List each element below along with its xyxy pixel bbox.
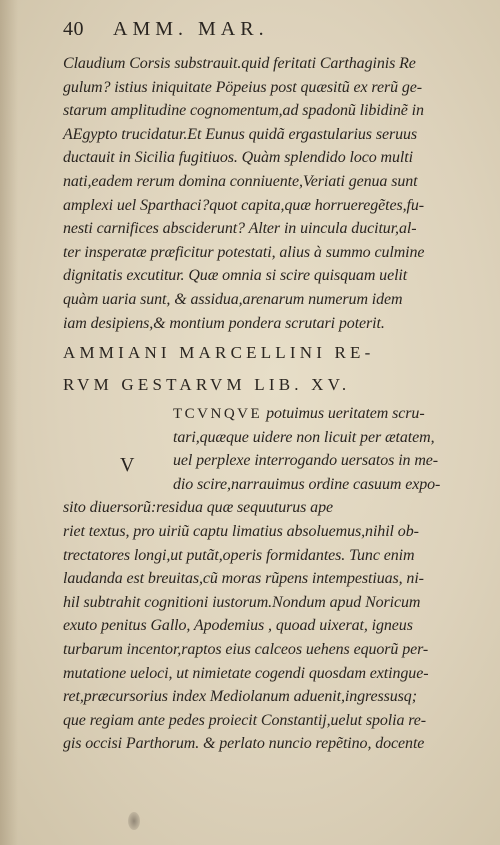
text-line: sito diuersorũ:residua quæ sequuturus ape [63, 499, 333, 517]
text-line: trectatores longi,ut putãt,operis formidantes. Tunc enim [63, 546, 415, 564]
page-number: 40 [63, 18, 84, 40]
text-line: turbarum incentor,raptos eius calceos uehens equorũ per- [63, 640, 429, 658]
chapter-paragraph [63, 402, 473, 756]
book-heading [63, 337, 473, 401]
text-line: mutatione ueloci, ut nimietate cogendi quosdam extingue- [63, 664, 429, 682]
text-line: uel perplexe interrogando uersatos in me- [173, 452, 439, 470]
text-line: quàm uaria sunt, & assidua,arenarum numerum idem [63, 290, 403, 308]
continuation-paragraph [63, 52, 473, 335]
heading-line: AMMIANI MARCELLINI RE- [63, 343, 375, 362]
text-line: hil subtrahit cognitioni iustorum.Nondum apud Noricum [63, 593, 421, 611]
drop-initial: V [120, 454, 135, 476]
text-line: laudanda est breuitas,cũ moras rũpens intempestiuas, ni- [63, 570, 424, 588]
text-line: gulum? istius iniquitate Pöpeius post quæsitũ ex rerũ ge- [63, 78, 423, 96]
text-line: nati,eadem rerum domina conniuente,Veriati genua sunt [63, 172, 418, 190]
text-line: dio scire,narrauimus ordine casuum expo- [173, 475, 441, 493]
text-line [63, 402, 473, 426]
text-line: ret,præcursorius index Mediolanum aduenit,ingressusq; [63, 688, 417, 706]
opening-caps: TCVNQVE [173, 406, 263, 422]
heading-line: RVM GESTARVM LIB. XV. [63, 375, 351, 394]
text-line: ter insperatæ præficitur potestati, alius à summo culmine [63, 243, 425, 261]
opening-rest: potuimus ueritatem scru- [262, 405, 425, 422]
page-header [63, 18, 463, 44]
text-line: que regiam ante pedes proiecit Constantij,uelut spolia re- [63, 711, 427, 729]
text-line: gis occisi Parthorum. & perlato nuncio repẽtino, docente [63, 735, 425, 753]
text-line: iam desipiens,& montium pondera scrutari poterit. [63, 314, 385, 332]
text-line: ductauit in Sicilia fugitiuos. Quàm splendido loco multi [63, 149, 413, 167]
text-line: AEgypto trucidatur.Et Eunus quidã ergastularius seruus [63, 125, 418, 143]
text-line: dignitatis excutitur. Quæ omnia si scire quisquam uelit [63, 267, 408, 285]
running-head: AMM. MAR. [113, 18, 269, 40]
text-line: riet textus, pro uiriũ captu limatius absoluemus,nihil ob- [63, 522, 419, 540]
text-line: exuto penitus Gallo, Apodemius , quoad uixerat, igneus [63, 617, 413, 635]
text-line: tari,quæque uidere non licuit per ætatem, [173, 428, 435, 446]
text-line: Claudium Corsis substrauit.quid feritati Carthaginis Re [63, 55, 416, 72]
text-line: nesti carnifices absciderunt? Alter in uincula ducitur,al- [63, 220, 417, 238]
text-line: starum amplitudine cognomentum,ad spadonũ libidinẽ in [63, 102, 424, 120]
text-line: amplexi uel Sparthaci?quot capita,quæ horrueregẽtes,fu- [63, 196, 424, 214]
ink-smudge [128, 812, 140, 830]
